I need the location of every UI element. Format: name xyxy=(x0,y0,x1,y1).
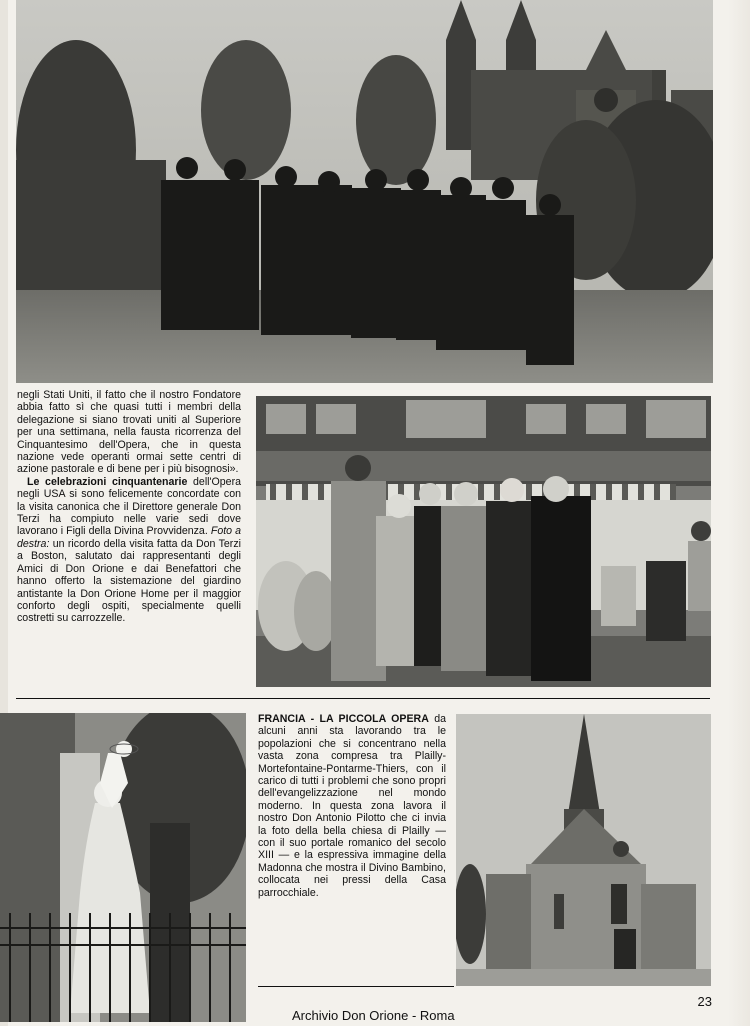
article-usa-paragraph-1: negli Stati Uniti, il fatto che il nostro Fondatore abbia fatto sì che quasi tutti i membri della delegazione si siano trovati uniti al Superiore per una settimana, nella fausta ricorrenza del Cinquantesimo dell'Opera, che in questa nazione vede operanti ormai sette centri di azione pastorale e di bene per i più bisognosi». xyxy=(17,389,241,476)
article-usa-caption-label: Foto a destra: xyxy=(17,525,241,550)
bottom-rule xyxy=(258,986,454,987)
photo-madonna-statue xyxy=(0,713,246,1022)
article-usa-subheading: Le celebrazioni cinquantenarie xyxy=(27,475,188,488)
page-number: 23 xyxy=(697,994,712,1009)
article-francia xyxy=(258,713,446,899)
page-right-edge xyxy=(728,0,750,1026)
photo-group-priests-church xyxy=(16,0,713,383)
article-usa-paragraph-2 xyxy=(17,476,241,625)
article-francia-paragraph xyxy=(258,713,446,899)
archive-footer: Archivio Don Orione - Roma xyxy=(292,1008,455,1023)
section-divider xyxy=(16,698,710,699)
article-usa xyxy=(17,389,241,625)
photo-boston-visit xyxy=(256,396,711,687)
article-usa-body: dell'Opera negli USA si sono felicemente concordate con la visita canonica che il Direttore generale Don Terzi ha compiuto nelle varie sedi dove lavorano i Figli della Divina Provvidenza. xyxy=(17,475,241,538)
article-usa-caption: un ricordo della visita fatta da Don Terzi a Boston, salutato dai rappresentanti degli Amici di Don Orione e dai Benefattori che hanno offerto la sistemazione del giardino antistante la Don Orione Home per il maggior conforto degli ospiti, specialmente quelli costretti su carrozzelle. xyxy=(17,537,241,625)
article-francia-heading: FRANCIA - LA PICCOLA OPERA xyxy=(258,713,429,725)
article-francia-body: da alcuni anni sta lavorando tra le popolazioni che si concentrano nella vasta zona compresa tra Plailly-Mortefontaine-Pontarme-Thiers, con il carico di tutti i problemi che sono propri dell'evangelizzazione nel mondo moderno. In questa zona lavora il nostro Don Antonio Pilotto che ci invia la foto della bella chiesa di Plailly — con il suo portale romanico del secolo XIII — e la espressiva immagine della Madonna che mostra il Divino Bambino, collocata nei pressi della Casa parrocchiale. xyxy=(258,713,446,899)
photo-plailly-church xyxy=(456,714,711,986)
